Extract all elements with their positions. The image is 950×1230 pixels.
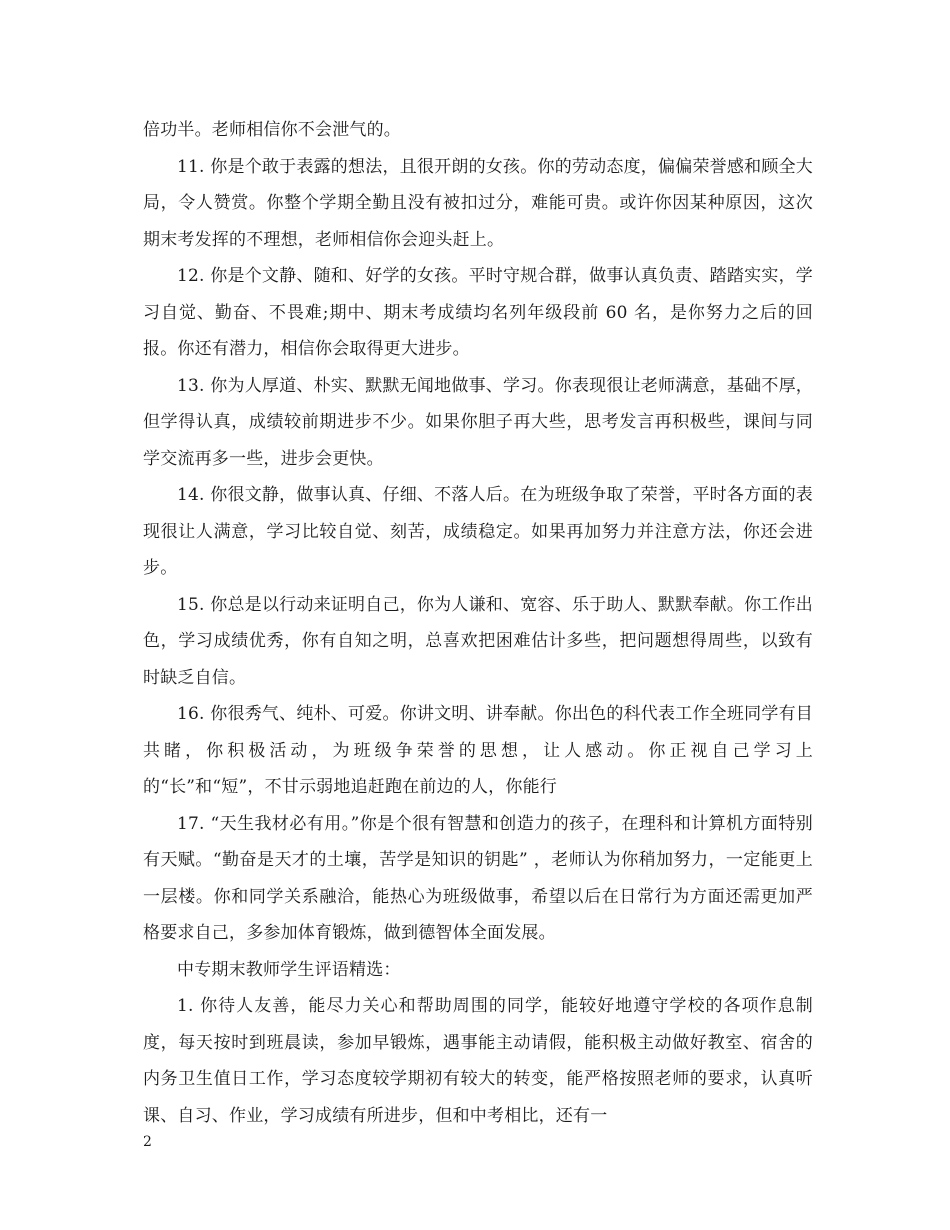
document-body — [143, 112, 813, 1134]
page-number: 2 — [143, 1134, 152, 1150]
paragraph-comment-14: 14. 你很文静，做事认真、仔细、不落人后。在为班级争取了荣誉，平时各方面的表现很让人满意，学习比较自觉、刻苦，成绩稳定。如果再加努力并注意方法，你还会进步。 — [143, 485, 813, 578]
paragraph-comment-16: 16. 你很秀气、纯朴、可爱。你讲文明、讲奉献。你出色的科代表工作全班同学有目共睹，你积极活动，为班级争荣誉的思想，让人感动。你正视自己学习上的“长”和“短”，不甘示弱地追赶跑在前边的人，你能行 — [143, 704, 813, 797]
paragraph-comment-1: 1. 你待人友善，能尽力关心和帮助周围的同学，能较好地遵守学校的各项作息制度，每天按时到班晨读，参加早锻炼，遇事能主动请假，能积极主动做好教室、宿舍的内务卫生值日工作，学习态度较学期初有较大的转变，能严格按照老师的要求，认真听课、自习、作业，学习成绩有所进步，但和中考相比，还有一 — [143, 996, 813, 1126]
paragraph-comment-13: 13. 你为人厚道、朴实、默默无闻地做事、学习。你表现很让老师满意，基础不厚，但学得认真，成绩较前期进步不少。如果你胆子再大些，思考发言再积极些，课间与同学交流再多一些，进步会更快。 — [143, 375, 813, 469]
paragraph-comment-17: 17. “天生我材必有用。”你是个很有智慧和创造力的孩子，在理科和计算机方面特别有天赋。“勤奋是天才的土壤，苦学是知识的钥匙” ，老师认为你稍加努力，一定能更上一层楼。你和同学关系融洽，能热心为班级做事，希望以后在日常行为方面还需更加严格要求自己，多参加体育锻炼，做到德智体全面发展。 — [143, 813, 813, 943]
paragraph-comment-11: 11. 你是个敢于表露的想法，且很开朗的女孩。你的劳动态度，偏偏荣誉感和顾全大局，令人赞赏。你整个学期全勤且没有被扣过分，难能可贵。或许你因某种原因，这次期末考发挥的不理想，老师相信你会迎头赶上。 — [143, 156, 813, 250]
paragraph-comment-15: 15. 你总是以行动来证明自己，你为人谦和、宽容、乐于助人、默默奉献。你工作出色，学习成绩优秀，你有自知之明，总喜欢把困难估计多些，把问题想得周些，以致有时缺乏自信。 — [143, 594, 813, 688]
section-heading: 中专期末教师学生评语精选： — [177, 959, 401, 980]
paragraph-comment-12: 12. 你是个文静、随和、好学的女孩。平时守规合群，做事认真负责、踏踏实实，学习自觉、勤奋、不畏难;期中、期末考成绩均名列年级段前 60 名，是你努力之后的回报。你还有潜力，相信你会取得更大进步。 — [143, 266, 813, 359]
paragraph-continuation: 倍功半。老师相信你不会泄气的。 — [143, 120, 401, 140]
